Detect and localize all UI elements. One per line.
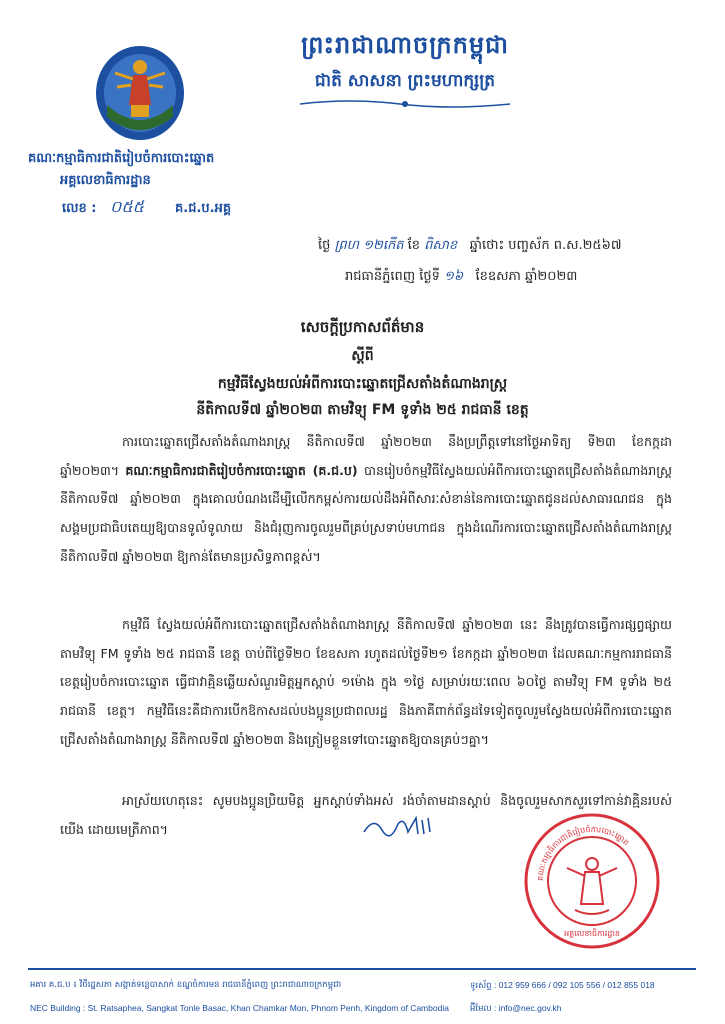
doc-subject-line1: កម្មវិធីស្វែងយល់អំពីការបោះឆ្នោតជ្រើសតាំងតំណាងរាស្រ្ត xyxy=(217,376,508,392)
footer-divider xyxy=(28,968,696,970)
official-seal xyxy=(523,812,661,950)
place-date xyxy=(345,268,700,287)
lunar-year: ឆ្នាំថោះ បញ្ចស័ក ព.ស.២៥៦៧ xyxy=(469,238,622,253)
ornament-divider xyxy=(300,98,510,110)
paragraph-2: កម្មវិធី ស្វែងយល់អំពីការបោះឆ្នោតជ្រើសតាំងតំណាងរាស្រ្ត នីតិកាលទី៧ ឆ្នាំ២០២៣ នេះ នឹងត្រូវបានធ្វើការផ្សព្វផ្សាយតាមវិទ្យុ FM ទូទាំង ២៥ រាជធានី ខេត្ត ចាប់ពីថ្ងៃទី២០ ខែឧសភា រហូតដល់ថ្ងៃទី២១ ខែកក្កដា ឆ្នាំ២០២៣ ដែលគណៈកម្មការរាជធានី ខេត្តរៀបចំការបោះឆ្នោត ធ្វើជាវាគ្មិនឆ្លើយសំណួរមិត្តអ្នកស្តាប់ ១ម៉ោង ក្នុង ១ថ្ងៃ សម្រាប់រយៈពេល ៦០ថ្ងៃ តាមវិទ្យុ FM ទូទាំង ២៥ រាជធានី ខេត្ត។ កម្មវិធីនេះគឺជាការបើកឱកាសដល់បងប្អូនប្រជាពលរដ្ឋ និងភាគីពាក់ព័ន្ធដទៃទៀតចូលរួមស្វែងយល់អំពីការបោះឆ្នោតជ្រើសតាំងតំណាងរាស្រ្ត នីតិកាលទី៧ ឆ្នាំ២០២៣ និងត្រៀមខ្លួនទៅបោះឆ្នោតឱ្យបានគ្រប់ៗគ្នា។ xyxy=(60,617,672,747)
paragraph-3: អាស្រ័យហេតុនេះ សូមបងប្អូនប្រិយមិត្ត អ្នកស្តាប់ទាំងអស់ រង់ចាំតាមដានស្តាប់ និងចូលរួមសាកសួរទៅកាន់វាគ្មិនរបស់យើង ដោយមេត្រីភាព។ xyxy=(60,793,672,837)
doc-subject-label: ស្តីពី xyxy=(351,348,374,364)
footer-address-km: អគារ គ.ជ.ប ៖ វិថីរដ្ឋសភា សង្កាត់ទន្លេបាសាក់ ខណ្ឌចំការមន រាជធានីភ្នំពេញ ព្រះរាជាណាចក្រកម្ពុជា xyxy=(30,980,342,990)
lunar-day: ព្រហ ១២កើត xyxy=(334,238,404,253)
org-department: អគ្គលេខាធិការដ្ឋាន xyxy=(60,173,151,188)
national-motto: ជាតិ សាសនា ព្រះមហាក្សត្រ xyxy=(314,71,496,91)
seal-ring-text: គណៈកម្មាធិការជាតិរៀបចំការបោះឆ្នោត xyxy=(535,824,631,882)
org-name: គណៈកម្មាធិការជាតិរៀបចំការបោះឆ្នោត xyxy=(28,151,215,166)
ref-code: គ.ជ.ប.អគ្គ xyxy=(175,201,232,216)
handwritten-signature xyxy=(360,810,440,840)
ref-label: លេខ : xyxy=(62,201,97,216)
lunar-date xyxy=(318,237,698,256)
nec-logo xyxy=(95,45,185,141)
p1-text-a: ការបោះឆ្នោតជ្រើសតាំងតំណាងរាស្រ្ត នីតិកាលទី៧ ឆ្នាំ២០២៣ នឹងប្រព្រឹត្តទៅនៅថ្ងៃអាទិត្យ ទី២៣ ខែកក្កដា ឆ្នាំ២០២៣។ xyxy=(60,434,672,478)
place-prefix: រាជធានីភ្នំពេញ ថ្ងៃទី xyxy=(345,269,440,284)
doc-subject-line2: នីតិកាលទី៧ ឆ្នាំ២០២៣ តាមវិទ្យុ FM ទូទាំង ២៥ រាជធានី ខេត្ត xyxy=(196,402,529,418)
ref-number: ០៥៥ xyxy=(110,197,144,216)
lunar-month-label: ខែ xyxy=(407,238,421,253)
lunar-prefix: ថ្ងៃ xyxy=(318,238,331,253)
kingdom-heading: ព្រះរាជាណាចក្រកម្ពុជា xyxy=(301,30,509,59)
phone-label: ទូរស័ព្ទ : xyxy=(470,980,497,990)
place-suffix: ខែឧសភា ឆ្នាំ២០២៣ xyxy=(475,269,578,284)
p1-text-b: បានរៀបចំកម្មវិធីស្វែងយល់អំពីការបោះឆ្នោតជ្រើសតាំងតំណាងរាស្រ្ត នីតិកាលទី៧ ឆ្នាំ២០២៣ ក្នុងគោលបំណងដើម្បីលើកកម្ពស់ការយល់ដឹងអំពីសារៈសំខាន់នៃការបោះឆ្នោតជូនដល់សាធារណជន ក្នុងសង្គមប្រជាធិបតេយ្យឱ្យបានទូលំទូលាយ និងជំរុញការចូលរួមពីគ្រប់ស្រទាប់មហាជន ក្នុងដំណើរការបោះឆ្នោតជ្រើសតាំងតំណាងរាស្រ្ត នីតិកាលទី៧ ឆ្នាំ២០២៣ ឱ្យកាន់តែមានប្រសិទ្ធភាពខ្ពស់។ xyxy=(60,462,672,564)
place-day: ១៦ xyxy=(444,269,464,284)
p1-org-bold: គណៈកម្មាធិការជាតិរៀបចំការបោះឆ្នោត (គ.ជ.ប) xyxy=(125,462,358,478)
email-address: info@nec.gov.kh xyxy=(498,1003,562,1013)
seal-bottom-text: អគ្គលេខាធិការដ្ឋាន xyxy=(564,929,620,938)
lunar-month: ពិសាខ xyxy=(424,238,458,253)
footer-email xyxy=(470,1003,562,1016)
phone-numbers: 012 959 666 / 092 105 556 / 012 855 018 xyxy=(498,980,655,990)
doc-title: សេចក្តីប្រកាសព័ត៌មាន xyxy=(300,318,425,336)
paragraph-1 xyxy=(60,428,672,572)
footer-phone xyxy=(470,980,655,993)
email-label: អ៊ីមែល : xyxy=(470,1003,497,1013)
footer-address-en: NEC Building : St. Ratsaphea, Sangkat Tonle Basac, Khan Chamkar Mon, Phnom Penh, Kingdom of Cambodia xyxy=(30,1003,449,1013)
